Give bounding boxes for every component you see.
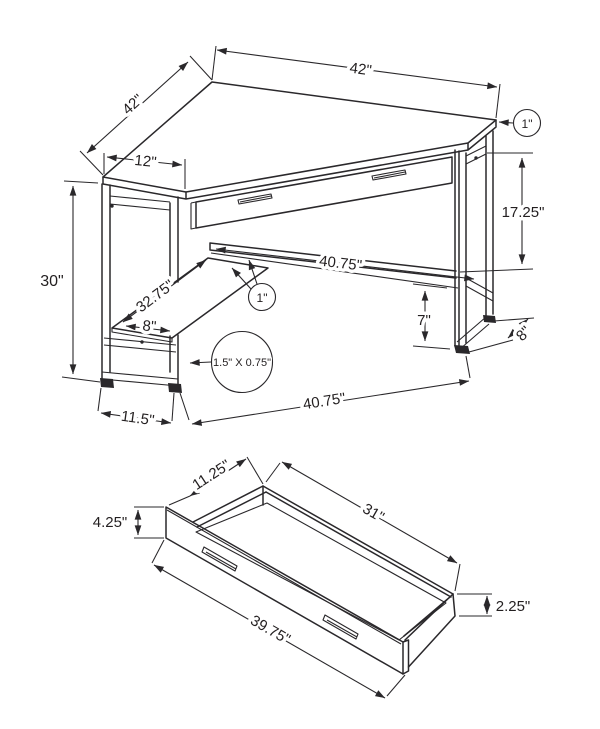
dim-label-beam-thickness: 1" — [256, 291, 268, 305]
extension-line — [172, 393, 174, 421]
drawer-handle-right — [323, 615, 358, 639]
callout-arrow — [499, 122, 513, 123]
drawer-front-right-cap — [403, 640, 409, 674]
dim-label-left-leg-depth: 11.5" — [119, 407, 156, 430]
dim-label-drawer-side-height: 2.25" — [495, 598, 531, 615]
dim-label-top-thickness: 1" — [521, 117, 533, 131]
drawer-front-panel — [166, 507, 409, 674]
extension-line — [62, 377, 100, 382]
extension-line — [98, 388, 101, 411]
dim-label-tube-profile: 1.5" X 0.75" — [213, 357, 271, 369]
dim-label-drawer-front-height: 4.25" — [92, 514, 128, 531]
left-leg-shelf-rail — [104, 338, 176, 352]
desk-top — [103, 82, 496, 199]
dim-label-desk-edge-left: 42" — [119, 90, 147, 119]
desk-drawer-handle-left — [238, 194, 272, 204]
dim-label-drawer-front-width: 39.75" — [247, 612, 294, 649]
dim-label-desk-side-edge: 12" — [133, 151, 158, 172]
extension-line — [212, 46, 216, 80]
dim-drawer-front-width — [152, 540, 405, 698]
extension-line — [387, 675, 405, 696]
extension-line — [152, 540, 164, 563]
dim-label-shelf-width: 8" — [141, 317, 157, 336]
dim-desk-height — [40, 181, 100, 382]
left-leg-front-post — [102, 184, 110, 384]
right-leg-back-foot — [483, 315, 496, 323]
drawer-left-side-rim — [193, 486, 266, 527]
dim-label-shelf-length: 32.75" — [133, 276, 178, 317]
dim-drawer-side-depth — [169, 457, 263, 505]
dim-desk-edge-right — [212, 46, 500, 118]
dim-label-desk-height: 30" — [40, 273, 64, 290]
bolt-dot — [110, 204, 113, 207]
drawer-drawing — [93, 457, 531, 698]
left-leg-back-foot — [168, 383, 182, 393]
extension-line — [455, 564, 460, 591]
drawer-back-rim — [263, 486, 453, 597]
dim-drawer-inner-length — [266, 462, 460, 591]
drawer-front-face — [166, 507, 403, 674]
dim-shelf-length — [123, 260, 206, 322]
callout-arrow — [232, 268, 251, 289]
dim-beam-length — [216, 249, 474, 279]
right-leg-mid-rail — [466, 278, 493, 301]
dim-desk-side-edge — [104, 152, 185, 189]
callout-beam-thickness — [232, 260, 276, 311]
dim-label-right-leg-depth: 8" — [512, 322, 535, 345]
dim-label-front-span: 40.75" — [301, 389, 347, 414]
desk-top-surface — [103, 82, 496, 192]
extension-line — [413, 346, 450, 349]
dim-shelf-to-floor — [413, 284, 450, 349]
right-leg-front-foot — [454, 345, 470, 354]
desk-drawing — [40, 46, 544, 429]
dim-label-drawer-inner-length: 31" — [359, 500, 388, 526]
extension-line — [469, 340, 513, 352]
desk-right-leg — [454, 131, 496, 354]
desk-drawer-handle-right — [372, 170, 406, 180]
shelf-board-top-face — [112, 258, 268, 338]
dim-label-beam-length: 40.75" — [318, 252, 363, 275]
dim-label-shelf-to-floor: 7" — [417, 312, 431, 329]
extension-line — [169, 496, 190, 505]
dim-drawer-side-height — [457, 594, 530, 616]
callout-arrow — [190, 362, 211, 363]
extension-line — [64, 181, 98, 183]
extension-line — [460, 269, 533, 272]
dim-under-desk-clearance — [460, 153, 544, 272]
dim-shelf-width — [126, 317, 170, 335]
bolt-dot — [140, 340, 143, 343]
extension-line — [80, 151, 103, 175]
extension-line — [247, 457, 263, 484]
dim-label-drawer-side-depth: 11.25" — [189, 456, 234, 494]
dim-label-desk-edge-right: 42" — [348, 59, 373, 80]
callout-tube-profile — [190, 332, 273, 393]
left-leg-top-rail — [110, 196, 170, 210]
extension-line — [266, 463, 280, 482]
callout-top-thickness — [499, 110, 541, 137]
extension-line — [180, 393, 189, 420]
right-leg-back-post — [486, 131, 493, 316]
dim-left-leg-depth — [98, 388, 174, 429]
dim-label-under-desk-clearance: 17.25" — [501, 204, 545, 221]
extension-line — [496, 84, 500, 118]
dim-drawer-front-height — [93, 507, 164, 538]
extension-line — [466, 356, 470, 378]
left-leg-front-foot — [100, 378, 114, 388]
extension-line — [190, 56, 212, 80]
bolt-dot — [474, 156, 477, 159]
right-leg-front-post — [455, 150, 466, 347]
